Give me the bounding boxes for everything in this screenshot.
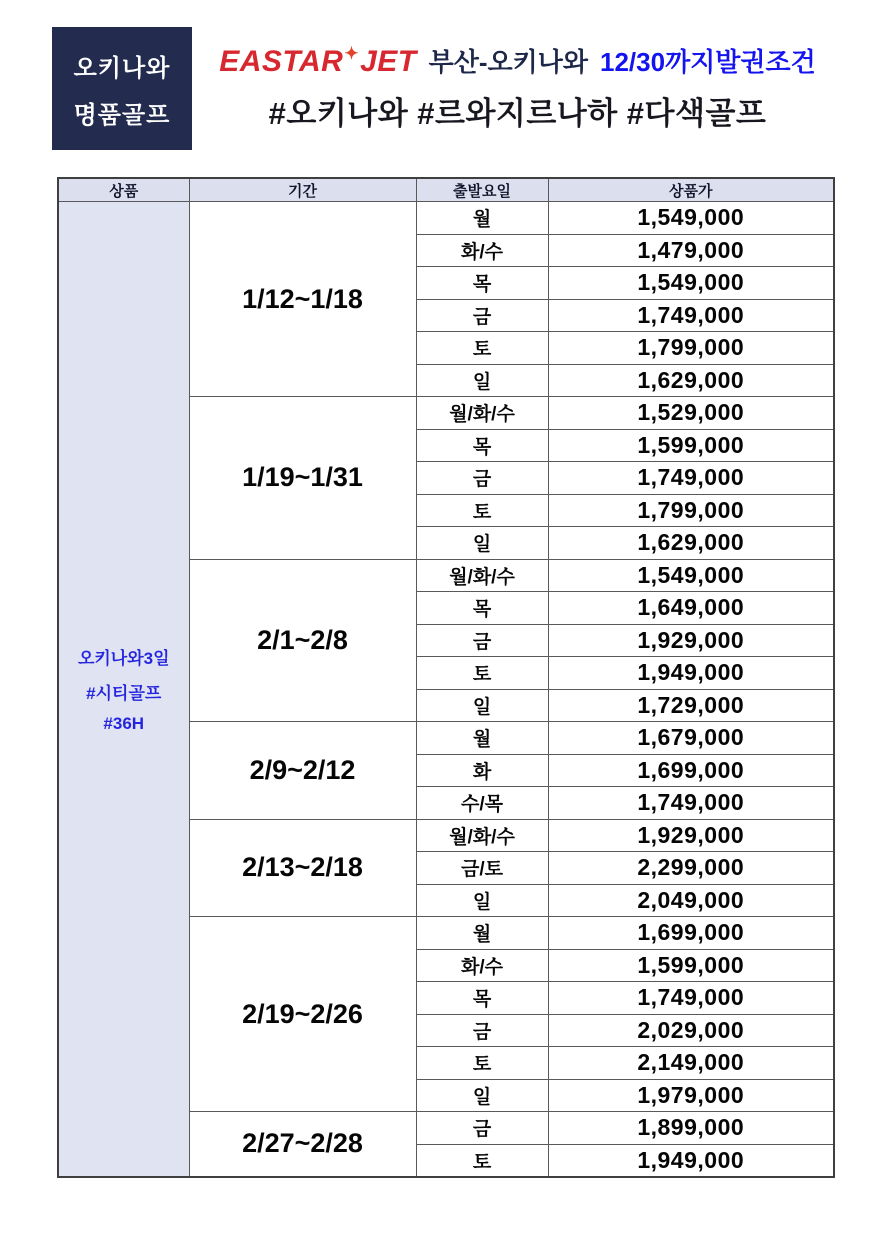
departure-day-cell: 월/화/수 (416, 819, 548, 852)
price-cell: 1,729,000 (548, 689, 834, 722)
price-cell: 1,979,000 (548, 1079, 834, 1112)
departure-day-cell: 월 (416, 917, 548, 950)
price-cell: 1,599,000 (548, 429, 834, 462)
departure-day-cell: 월 (416, 202, 548, 235)
departure-day-cell: 일 (416, 364, 548, 397)
departure-day-cell: 일 (416, 1079, 548, 1112)
departure-day-cell: 금 (416, 624, 548, 657)
departure-day-cell: 월/화/수 (416, 559, 548, 592)
departure-day-cell: 목 (416, 429, 548, 462)
price-cell: 1,529,000 (548, 397, 834, 430)
logo-text-left: EASTAR (219, 45, 344, 78)
departure-day-cell: 화/수 (416, 949, 548, 982)
departure-day-cell: 화/수 (416, 234, 548, 267)
departure-day-cell: 목 (416, 592, 548, 625)
price-cell: 1,749,000 (548, 299, 834, 332)
brand-badge-line1: 오키나와 (73, 54, 171, 82)
departure-day-cell: 토 (416, 332, 548, 365)
period-cell: 1/12~1/18 (189, 202, 416, 397)
table-row (58, 202, 834, 235)
route-title: 부산-오키나와 (428, 47, 588, 77)
price-cell: 1,679,000 (548, 722, 834, 755)
period-cell: 1/19~1/31 (189, 397, 416, 560)
price-cell: 1,629,000 (548, 364, 834, 397)
eastar-jet-logo (219, 45, 416, 79)
column-header: 기간 (189, 178, 416, 202)
departure-day-cell: 목 (416, 982, 548, 1015)
price-cell: 1,799,000 (548, 494, 834, 527)
departure-day-cell: 목 (416, 267, 548, 300)
product-cell (58, 202, 189, 1177)
period-cell: 2/27~2/28 (189, 1112, 416, 1177)
departure-day-cell: 일 (416, 527, 548, 560)
departure-day-cell: 월/화/수 (416, 397, 548, 430)
price-table-body (58, 202, 834, 1177)
product-line: #시티골프 (86, 683, 162, 703)
departure-day-cell: 월 (416, 722, 548, 755)
price-cell: 1,629,000 (548, 527, 834, 560)
price-cell: 1,479,000 (548, 234, 834, 267)
column-header: 출발요일 (416, 178, 548, 202)
price-cell: 1,799,000 (548, 332, 834, 365)
title-line (195, 42, 840, 79)
product-line: #36H (103, 713, 145, 733)
price-cell: 1,749,000 (548, 462, 834, 495)
price-cell: 1,549,000 (548, 559, 834, 592)
period-cell: 2/13~2/18 (189, 819, 416, 917)
departure-day-cell: 일 (416, 884, 548, 917)
departure-day-cell: 화 (416, 754, 548, 787)
period-cell: 2/19~2/26 (189, 917, 416, 1112)
price-cell: 1,929,000 (548, 819, 834, 852)
price-cell: 1,649,000 (548, 592, 834, 625)
price-cell: 2,149,000 (548, 1047, 834, 1080)
price-cell: 1,699,000 (548, 917, 834, 950)
departure-day-cell: 금 (416, 299, 548, 332)
column-header: 상품가 (548, 178, 834, 202)
departure-day-cell: 금 (416, 1112, 548, 1145)
departure-day-cell: 금 (416, 462, 548, 495)
star-icon: ✦ (344, 44, 360, 63)
price-cell: 2,299,000 (548, 852, 834, 885)
price-cell: 1,949,000 (548, 657, 834, 690)
price-cell: 1,929,000 (548, 624, 834, 657)
departure-day-cell: 토 (416, 657, 548, 690)
hashtag-line: #오키나와 #르와지르나하 #다색골프 (268, 96, 767, 131)
page-header (195, 42, 840, 133)
departure-day-cell: 토 (416, 1047, 548, 1080)
product-line: 오키나와3일 (77, 648, 170, 668)
period-cell: 2/1~2/8 (189, 559, 416, 722)
column-header: 상품 (58, 178, 189, 202)
price-table (57, 177, 835, 1178)
price-cell: 1,749,000 (548, 787, 834, 820)
brand-badge-line2: 명품골프 (73, 101, 171, 129)
period-cell: 2/9~2/12 (189, 722, 416, 820)
price-cell: 1,699,000 (548, 754, 834, 787)
price-cell: 1,899,000 (548, 1112, 834, 1145)
price-cell: 2,049,000 (548, 884, 834, 917)
price-cell: 1,549,000 (548, 202, 834, 235)
logo-text-right: JET (360, 45, 417, 78)
table-header-row (58, 178, 834, 202)
departure-day-cell: 토 (416, 494, 548, 527)
brand-badge (52, 27, 192, 150)
price-cell: 1,549,000 (548, 267, 834, 300)
price-cell: 1,599,000 (548, 949, 834, 982)
departure-day-cell: 수/목 (416, 787, 548, 820)
departure-day-cell: 일 (416, 689, 548, 722)
departure-day-cell: 토 (416, 1144, 548, 1177)
departure-day-cell: 금 (416, 1014, 548, 1047)
ticketing-condition: 12/30까지발권조건 (600, 47, 816, 77)
price-cell: 1,749,000 (548, 982, 834, 1015)
price-cell: 2,029,000 (548, 1014, 834, 1047)
departure-day-cell: 금/토 (416, 852, 548, 885)
price-cell: 1,949,000 (548, 1144, 834, 1177)
